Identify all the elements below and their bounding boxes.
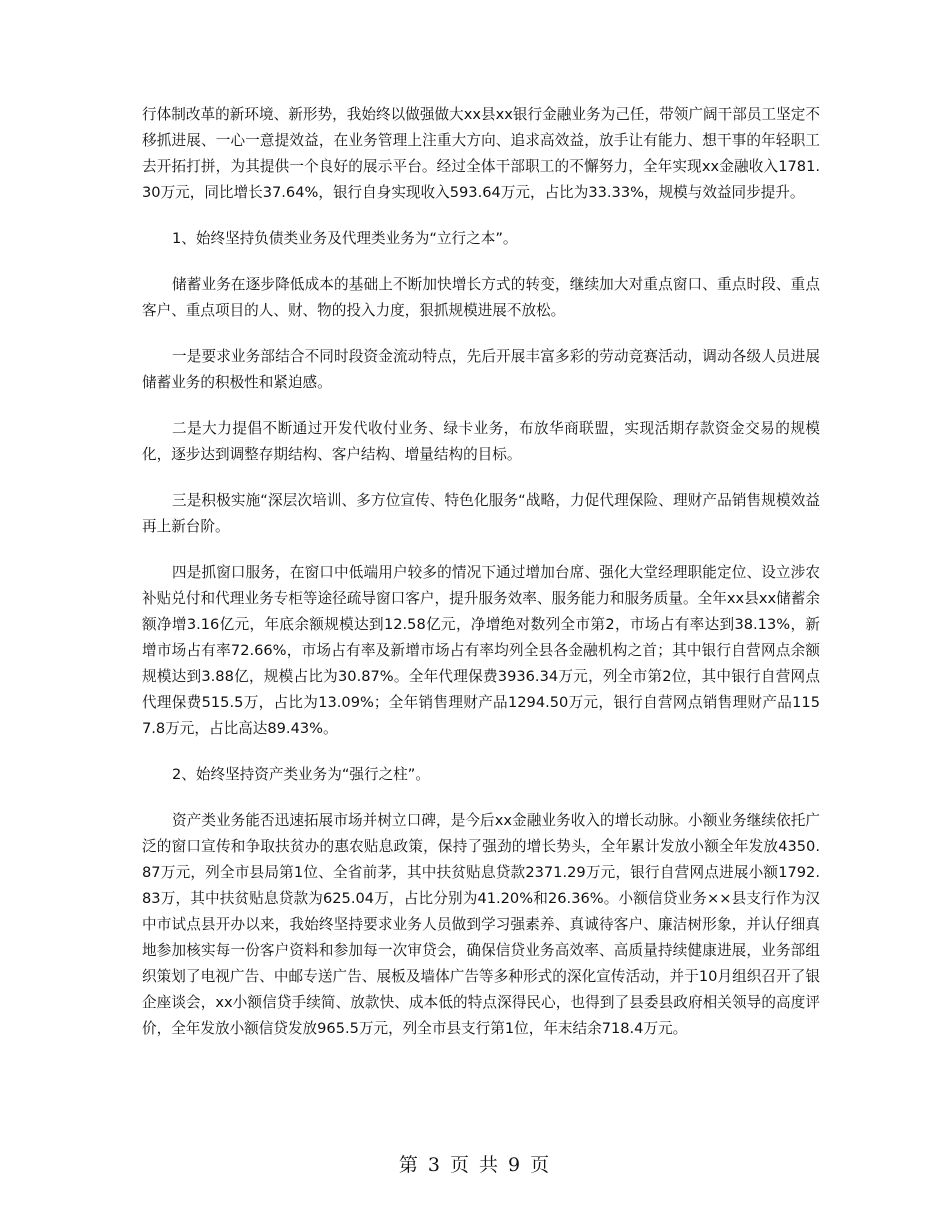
paragraph-savings: 储蓄业务在逐步降低成本的基础上不断加快增长方式的转变，继续加大对重点窗口、重点时段、重点客户、重点项目的人、财、物的投入力度，狠抓规模进展不放松。 [142,276,820,319]
page-number-footer: 第 3 页 共 9 页 [398,1154,552,1176]
paragraph-point-two: 二是大力提倡不断通过开发代收付业务、绿卡业务，布放华商联盟，实现活期存款资金交易的规模化，逐步达到调整存期结构、客户结构、增量结构的目标。 [142,420,820,463]
paragraph-asset-business: 资产类业务能否迅速拓展市场并树立口碑，是今后xx金融业务收入的增长动脉。小额业务继续依托广泛的窗口宣传和争取扶贫办的惠农贴息政策，保持了强劲的增长势头，全年累计发放小额全年发放4350.87万元，列全市县局第1位、全省前茅，其中扶贫贴息贷款2371.29万元，银行自营网点进展小额1792.83万，其中扶贫贴息贷款为625.04万，占比分别为41.20%和26.36%。小额信贷业务××县支行作为汉中市试点县开办以来，我始终坚持要求业务人员做到学习强素养、真诚待客户、廉洁树形象，并认仔细真地参加核实每一份客户资料和参加每一次审贷会，确保信贷业务高效率、高质量持续健康进展，业务部组织策划了电视广告、中邮专送广告、展板及墙体广告等多种形式的深化宣传活动，并于10月组织召开了银企座谈会，xx小额信贷手续简、放款快、成本低的特点深得民心，也得到了县委县政府相关领导的高度评价，全年发放小额信贷发放965.5万元，列全市县支行第1位，年末结余718.4万元。 [142,812,820,1037]
paragraph-point-three: 三是积极实施“深层次培训、多方位宣传、特色化服务“战略，力促代理保险、理财产品销售规模效益再上新台阶。 [142,492,820,535]
heading-asset-business: 2、始终坚持资产类业务为“强行之柱”。 [172,766,430,783]
paragraph-intro: 行体制改革的新环境、新形势，我始终以做强做大xx县xx银行金融业务为己任，带领广阔干部员工坚定不移抓进展、一心一意提效益，在业务管理上注重大方向、追求高效益，放手让有能力、想干事的年轻职工去开拓打拼，为其提供一个良好的展示平台。经过全体干部职工的不懈努力，全年实现xx金融收入1781.30万元，同比增长37.64%，银行自身实现收入593.64万元，占比为33.33%，规模与效益同步提升。 [142,106,820,201]
paragraph-point-one: 一是要求业务部结合不同时段资金流动特点，先后开展丰富多彩的劳动竞赛活动，调动各级人员进展储蓄业务的积极性和紧迫感。 [142,348,820,391]
heading-liability-business: 1、始终坚持负债类业务及代理类业务为“立行之本”。 [172,230,518,247]
document-body [142,102,820,1042]
paragraph-point-four: 四是抓窗口服务，在窗口中低端用户较多的情况下通过增加台席、强化大堂经理职能定位、设立涉农补贴兑付和代理业务专柜等途径疏导窗口客户，提升服务效率、服务能力和服务质量。全年xx县xx储蓄余额净增3.16亿元，年底余额规模达到12.58亿元，净增绝对数列全市第2，市场占有率达到38.13%，新增市场占有率72.66%，市场占有率及新增市场占有率均列全县各金融机构之首；其中银行自营网点余额规模达到3.88亿，规模占比为30.87%。全年代理保费3936.34万元，列全市第2位，其中银行自营网点代理保费515.5万，占比为13.09%；全年销售理财产品1294.50万元，银行自营网点销售理财产品1157.8万元，占比高达89.43%。 [142,564,820,737]
